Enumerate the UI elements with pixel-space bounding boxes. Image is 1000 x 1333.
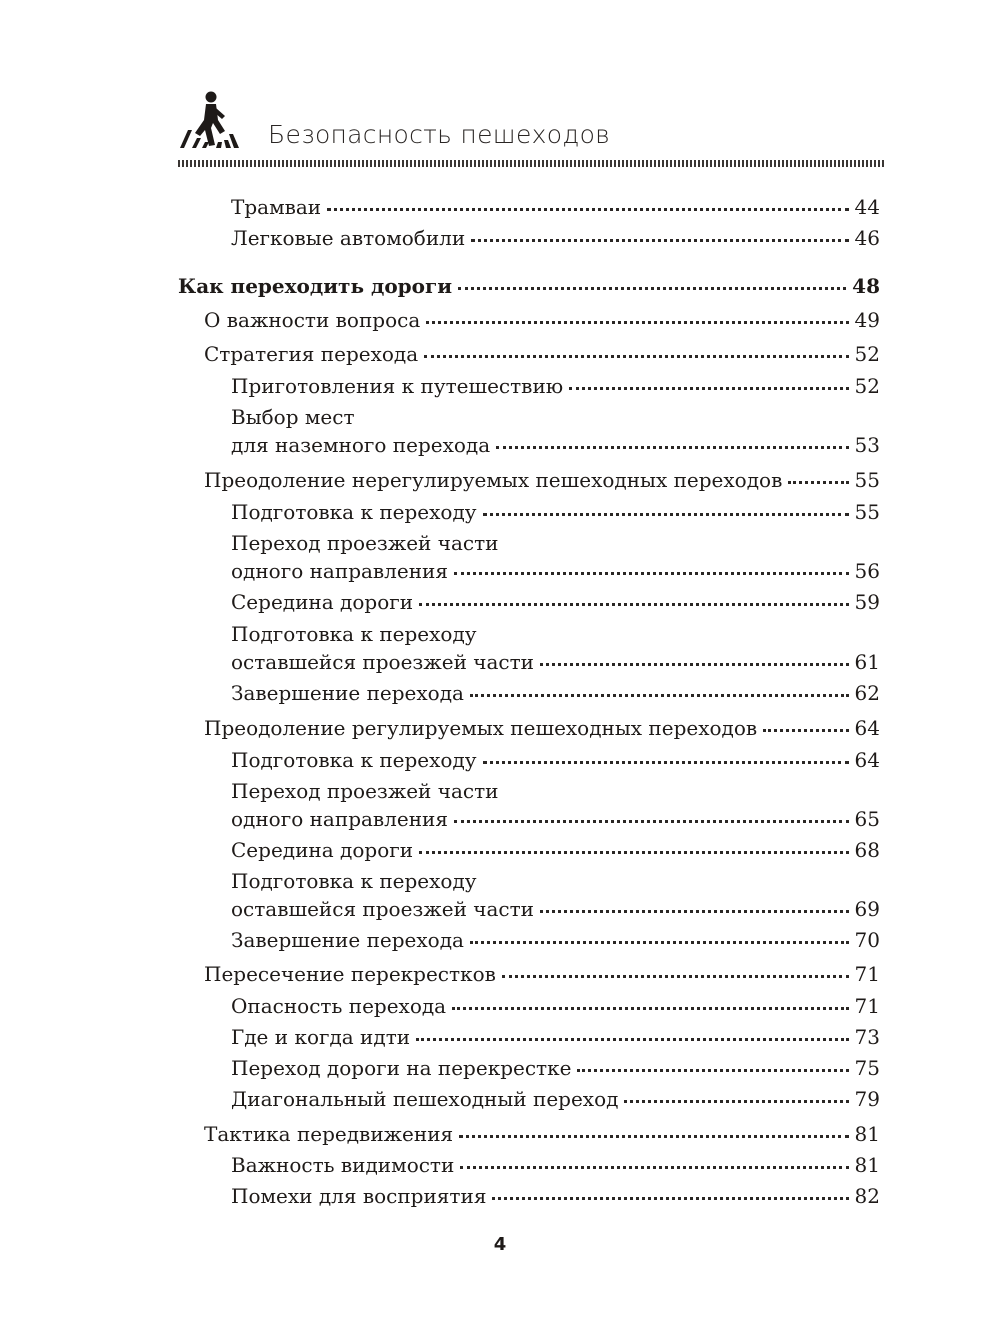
toc-section[interactable]	[204, 960, 880, 988]
toc-subsection[interactable]	[231, 372, 880, 400]
toc-page-number: 55	[854, 500, 880, 524]
toc-entry-title: О важности вопроса	[204, 308, 421, 332]
toc-page-number: 81	[854, 1153, 880, 1177]
toc-entry-title: Завершение перехода	[231, 928, 464, 952]
dot-leader	[458, 287, 846, 290]
toc-entry-title: Где и когда идти	[231, 1025, 411, 1049]
dot-leader	[419, 851, 849, 854]
toc-entry-title: Как переходить дороги	[178, 274, 453, 298]
toc-entry-title: Завершение перехода	[231, 681, 464, 705]
dot-leader	[471, 239, 848, 242]
toc-page-number: 53	[854, 433, 880, 457]
toc-page-number: 44	[854, 195, 880, 219]
dot-leader	[496, 446, 848, 449]
toc-subsection[interactable]	[231, 1054, 880, 1082]
dot-leader	[460, 1166, 848, 1169]
toc-page-number: 70	[854, 928, 880, 952]
toc-entry-title-line: Переход проезжей части	[231, 531, 499, 555]
toc-section[interactable]	[204, 1120, 880, 1148]
toc-page-number: 69	[854, 897, 880, 921]
toc-page-number: 68	[854, 838, 880, 862]
toc-page-number: 49	[854, 308, 880, 332]
toc-subsection[interactable]	[231, 431, 880, 459]
dot-leader	[470, 694, 849, 697]
dot-leader	[454, 572, 849, 575]
toc-section[interactable]	[204, 306, 880, 334]
toc-page-number: 75	[854, 1056, 880, 1080]
toc-subsection[interactable]	[231, 224, 880, 252]
dot-leader	[452, 1007, 848, 1010]
dot-leader	[419, 603, 849, 606]
toc-entry-title: Подготовка к переходу	[231, 500, 477, 524]
toc-subsection[interactable]	[231, 648, 880, 676]
toc-subsection[interactable]	[231, 193, 880, 221]
toc-entry-title: Середина дороги	[231, 838, 414, 862]
toc-section[interactable]	[204, 340, 880, 368]
toc-entry-title: Преодоление регулируемых пешеходных переходов	[204, 716, 758, 740]
toc-page-number: 71	[854, 962, 880, 986]
toc-page-number: 46	[854, 226, 880, 250]
dot-leader	[424, 355, 848, 358]
toc-entry-title: Преодоление нерегулируемых пешеходных переходов	[204, 468, 783, 492]
toc-subsection[interactable]	[231, 926, 880, 954]
toc-page-number: 81	[854, 1122, 880, 1146]
toc-entry-title: Легковые автомобили	[231, 226, 466, 250]
dot-leader	[492, 1197, 848, 1200]
toc-entry-title: Приготовления к путешествию	[231, 374, 564, 398]
toc-subsection[interactable]	[231, 1151, 880, 1179]
toc-entry-title-line: Подготовка к переходу	[231, 869, 477, 893]
toc-page-number: 64	[854, 716, 880, 740]
dot-leader	[483, 761, 849, 764]
toc-subsection[interactable]	[231, 1023, 880, 1051]
dot-leader	[624, 1100, 848, 1103]
dot-leader	[788, 481, 848, 484]
toc-page-number: 79	[854, 1087, 880, 1111]
toc-page-number: 65	[854, 807, 880, 831]
toc-entry-title-line: Выбор мест	[231, 405, 355, 429]
header-rule	[178, 160, 884, 167]
toc-page-number: 71	[854, 994, 880, 1018]
toc-chapter[interactable]	[178, 272, 880, 300]
toc-page-number: 48	[852, 274, 880, 298]
toc-subsection[interactable]	[231, 746, 880, 774]
toc-subsection[interactable]	[231, 836, 880, 864]
toc-page-number: 52	[854, 374, 880, 398]
toc-subsection[interactable]	[231, 588, 880, 616]
toc-subsection[interactable]	[231, 1085, 880, 1113]
dot-leader	[763, 729, 848, 732]
toc-page-number: 52	[854, 342, 880, 366]
toc-entry-title-line: Переход проезжей части	[231, 779, 499, 803]
dot-leader	[577, 1069, 848, 1072]
toc-subsection[interactable]	[231, 498, 880, 526]
toc-entry-title: Диагональный пешеходный переход	[231, 1087, 619, 1111]
toc-subsection[interactable]	[231, 679, 880, 707]
toc-subsection[interactable]	[231, 992, 880, 1020]
toc-subsection[interactable]	[231, 1182, 880, 1210]
toc-entry-title: Стратегия перехода	[204, 342, 419, 366]
toc-page-number: 61	[854, 650, 880, 674]
pedestrian-crossing-icon	[178, 90, 240, 152]
toc-entry-title: одного направления	[231, 807, 448, 831]
toc-page-number: 59	[854, 590, 880, 614]
dot-leader	[454, 820, 849, 823]
toc-page-number: 55	[854, 468, 880, 492]
toc-subsection[interactable]	[231, 557, 880, 585]
toc-entry-title: Середина дороги	[231, 590, 414, 614]
toc-page-number: 62	[854, 681, 880, 705]
dot-leader	[426, 321, 848, 324]
toc-entry-title: Опасность перехода	[231, 994, 447, 1018]
toc-entry-title: Подготовка к переходу	[231, 748, 477, 772]
toc-page-number: 73	[854, 1025, 880, 1049]
dot-leader	[483, 513, 849, 516]
toc-section[interactable]	[204, 714, 880, 742]
toc-entry-title: одного направления	[231, 559, 448, 583]
dot-leader	[540, 910, 849, 913]
toc-entry-title: Переход дороги на перекрестке	[231, 1056, 572, 1080]
dot-leader	[470, 941, 849, 944]
toc-entry-title: Важность видимости	[231, 1153, 455, 1177]
dot-leader	[569, 387, 848, 390]
dot-leader	[327, 208, 848, 211]
toc-entry-title: Тактика передвижения	[204, 1122, 454, 1146]
toc-entry-title-line: Подготовка к переходу	[231, 622, 477, 646]
toc-entry-title: Пересечение перекрестков	[204, 962, 496, 986]
toc-entry-title: оставшейся проезжей части	[231, 897, 535, 921]
dot-leader	[502, 975, 849, 978]
toc-page-number: 64	[854, 748, 880, 772]
dot-leader	[459, 1135, 848, 1138]
running-header	[178, 88, 884, 168]
toc-entry-title: для наземного перехода	[231, 433, 491, 457]
page-number: 4	[493, 1234, 507, 1255]
toc-section[interactable]	[204, 466, 880, 494]
dot-leader	[540, 663, 849, 666]
toc-entry-title: Помехи для восприятия	[231, 1184, 487, 1208]
dot-leader	[416, 1038, 848, 1041]
toc-page-number: 82	[854, 1184, 880, 1208]
running-title: Безопасность пешеходов	[268, 120, 611, 149]
toc-entry-title: оставшейся проезжей части	[231, 650, 535, 674]
toc-entry-title: Трамваи	[231, 195, 322, 219]
toc-subsection[interactable]	[231, 895, 880, 923]
toc-page-number: 56	[854, 559, 880, 583]
toc-subsection[interactable]	[231, 805, 880, 833]
